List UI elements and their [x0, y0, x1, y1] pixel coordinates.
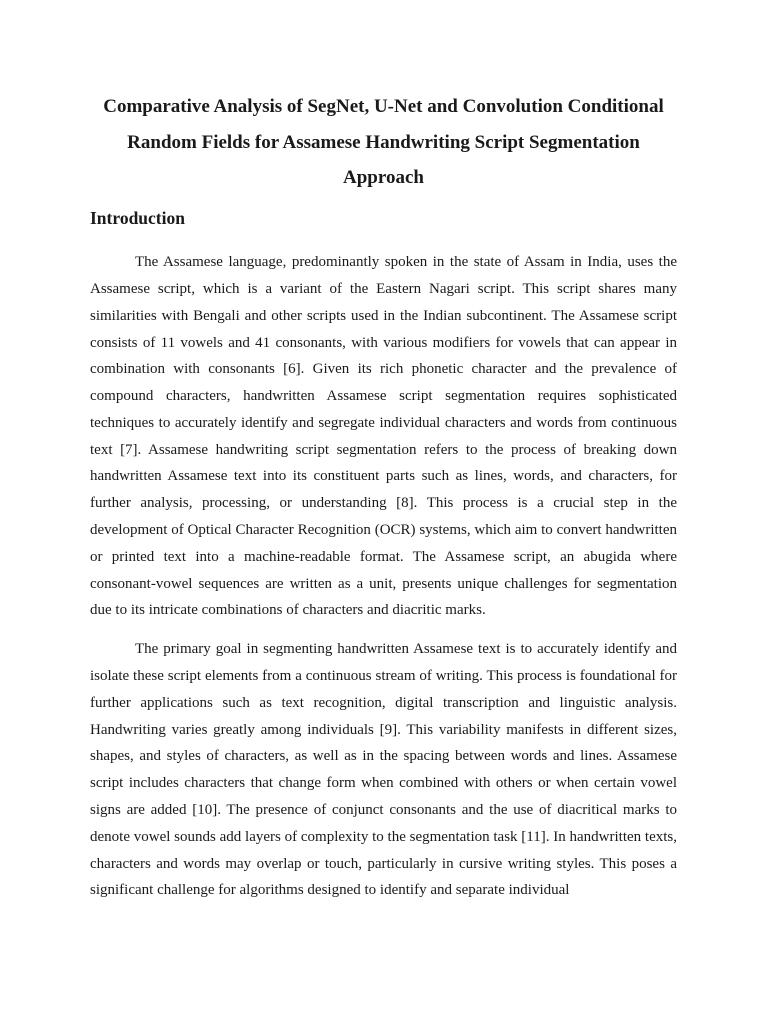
paper-page — [90, 0, 677, 904]
paper-title: Comparative Analysis of SegNet, U-Net and Convolution Conditional Random Fields for Assamese Handwriting Script Segmentation Approach — [103, 96, 664, 189]
body-paragraph-1: The Assamese language, predominantly spoken in the state of Assam in India, uses the Assamese script, which is a variant of the Eastern Nagari script. This script shares many similarities with Bengali and other scripts used in the Indian subcontinent. The Assamese script consists of 11 vowels and 41 consonants, with various modifiers for vowels that can appear in combination with consonants [6]. Given its rich phonetic character and the prevalence of compound characters, handwritten Assamese script segmentation requires sophisticated techniques to accurately identify and segregate individual characters and words from continuous text [7]. Assamese handwriting script segmentation refers to the process of breaking down handwritten Assamese text into its constituent parts such as lines, words, and characters, for further analysis, processing, or understanding [8]. This process is a crucial step in the development of Optical Character Recognition (OCR) systems, which aim to convert handwritten or printed text into a machine-readable format. The Assamese script, an abugida where consonant-vowel sequences are written as a unit, presents unique challenges for segmentation due to its intricate combinations of characters and diacritic marks. — [90, 254, 677, 619]
body-paragraph-2: The primary goal in segmenting handwritten Assamese text is to accurately identify and isolate these script elements from a continuous stream of writing. This process is foundational for further applications such as text recognition, digital transcription and linguistic analysis. Handwriting varies greatly among individuals [9]. This variability manifests in different sizes, shapes, and styles of characters, as well as in the spacing between words and lines. Assamese script includes characters that change form when combined with others or when certain vowel signs are added [10]. The presence of conjunct consonants and the use of diacritical marks to denote vowel sounds add layers of complexity to the segmentation task [11]. In handwritten texts, characters and words may overlap or touch, particularly in cursive writing styles. This poses a significant challenge for algorithms designed to identify and separate individual — [90, 641, 677, 899]
section-heading-introduction: Introduction — [90, 208, 185, 229]
